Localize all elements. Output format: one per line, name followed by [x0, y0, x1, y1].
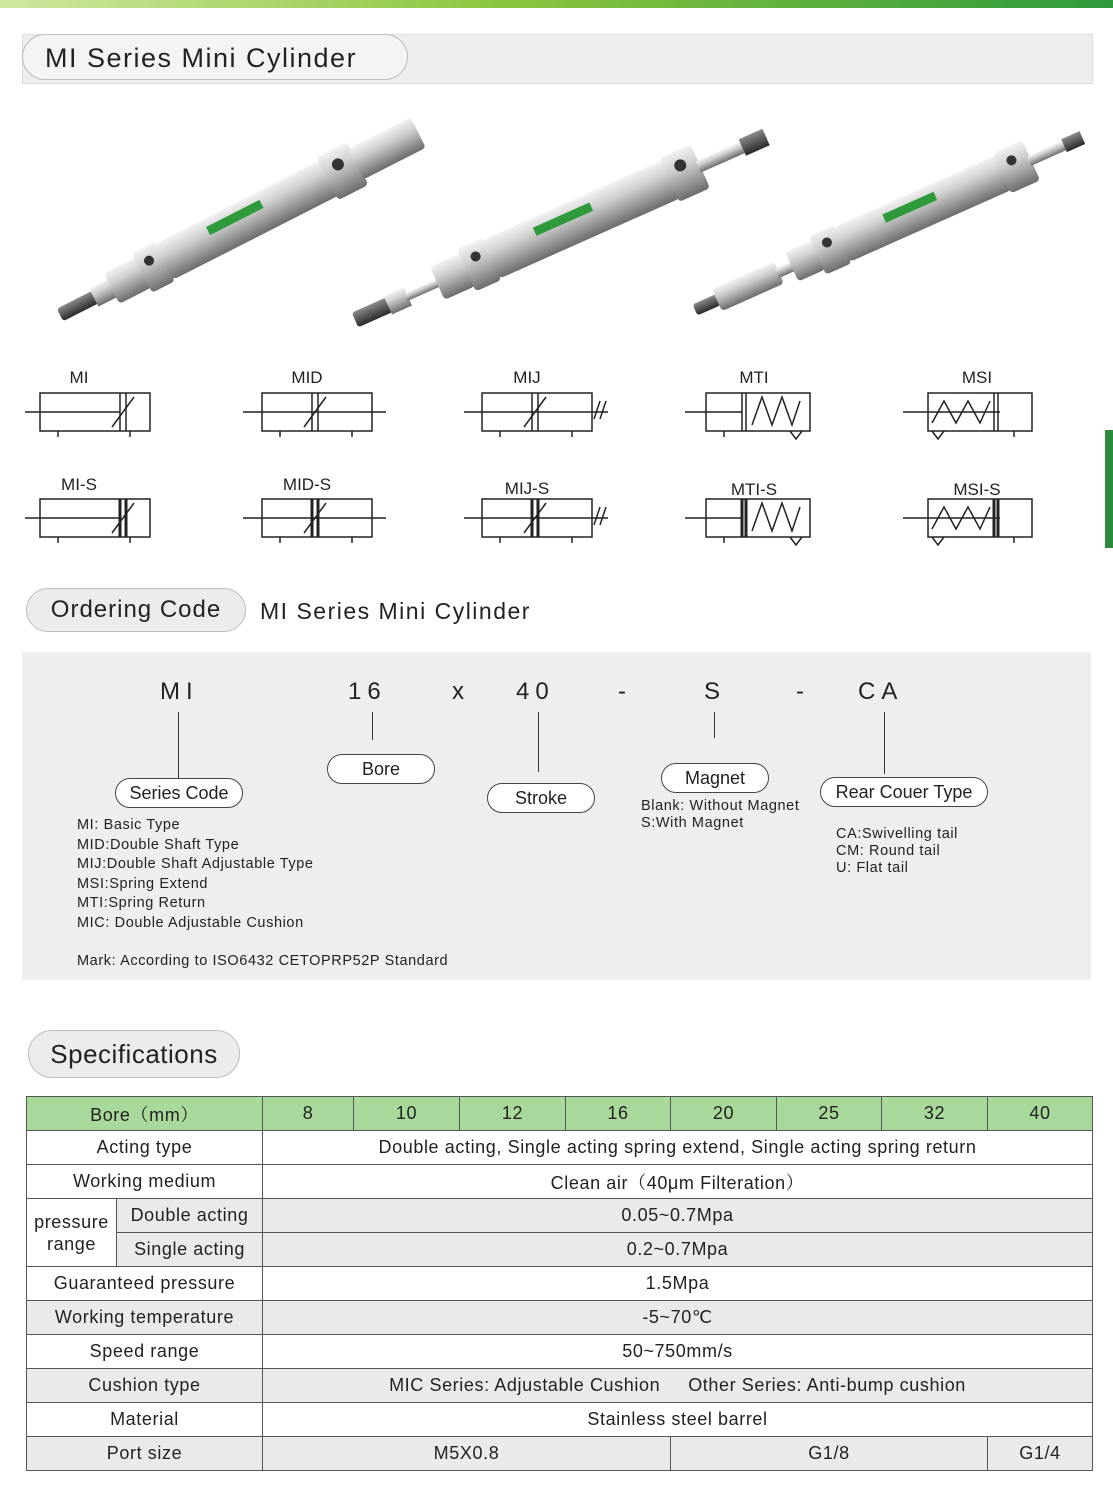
- magnet-item: S:With Magnet: [641, 815, 744, 831]
- row-value: -5~70℃: [263, 1301, 1093, 1335]
- bore-value: 40: [988, 1097, 1093, 1131]
- code-magnet: S: [704, 678, 727, 705]
- symbol-mi-icon: [25, 393, 150, 437]
- symbol-label-mij-s: MIJ-S: [504, 479, 550, 498]
- row-value: 0.2~0.7Mpa: [263, 1233, 1093, 1267]
- series-item: MTI:Spring Return: [77, 895, 206, 911]
- product-photos: [20, 110, 1090, 340]
- symbol-label-msi: MSI: [961, 368, 993, 387]
- series-code-label: Series Code: [115, 778, 243, 808]
- bore-value: 10: [354, 1097, 460, 1131]
- row-label: Cushion type: [27, 1369, 263, 1403]
- connector-magnet: [714, 712, 715, 738]
- symbol-msi-icon: [903, 393, 1032, 439]
- symbol-msi-s-icon: [903, 499, 1032, 545]
- rear-item: CM: Round tail: [836, 843, 941, 859]
- row-label: Port size: [27, 1437, 263, 1471]
- row-value: Double acting, Single acting spring extend, Single acting spring return: [263, 1131, 1093, 1165]
- table-row: [27, 1199, 1093, 1233]
- series-item: MIC: Double Adjustable Cushion: [77, 914, 304, 931]
- bore-value: 20: [671, 1097, 777, 1131]
- symbol-label-mid: MID: [291, 368, 323, 387]
- row-label: Working medium: [27, 1165, 263, 1199]
- symbol-label-mti: MTI: [739, 368, 769, 387]
- table-row: [27, 1369, 1093, 1403]
- ordering-code-heading: Ordering Code: [26, 588, 246, 632]
- series-item: MI: Basic Type: [77, 817, 181, 833]
- code-stroke: 40: [516, 678, 555, 705]
- code-dash-1: -: [618, 678, 632, 705]
- row-label: Acting type: [27, 1131, 263, 1165]
- bore-value: 16: [566, 1097, 671, 1131]
- magnet-list: [641, 798, 799, 832]
- port-size-medium: G1/8: [671, 1437, 988, 1471]
- code-x: x: [452, 678, 470, 705]
- series-item: MID:Double Shaft Type: [77, 836, 240, 853]
- cylinder-symbols: [0, 385, 1090, 555]
- magnet-label: Magnet: [661, 763, 769, 793]
- side-tab-marker: [1105, 430, 1113, 548]
- connector-series: [178, 712, 179, 778]
- symbol-label-msi-s: MSI-S: [953, 480, 1001, 499]
- table-row: [27, 1267, 1093, 1301]
- symbol-mid-icon: [243, 393, 386, 437]
- series-code-list: [77, 816, 314, 933]
- row-label: Double acting: [117, 1199, 263, 1233]
- ordering-code-subtitle: MI Series Mini Cylinder: [260, 598, 531, 624]
- symbol-mid-s-icon: [243, 499, 386, 543]
- top-gradient-bar: [0, 0, 1113, 8]
- connector-stroke: [538, 712, 539, 772]
- symbol-label-mti-s: MTI-S: [730, 480, 778, 499]
- table-row: [27, 1301, 1093, 1335]
- stroke-label: Stroke: [487, 783, 595, 813]
- bore-value: 25: [777, 1097, 882, 1131]
- table-row: [27, 1437, 1093, 1471]
- rear-item: U: Flat tail: [836, 860, 909, 876]
- specifications-table: [26, 1096, 1093, 1471]
- bore-value: 8: [263, 1097, 354, 1131]
- series-item: MIJ:Double Shaft Adjustable Type: [77, 856, 314, 872]
- symbol-label-mi: MI: [69, 368, 89, 387]
- specifications-heading: Specifications: [28, 1030, 240, 1078]
- symbol-mi-s-icon: [25, 499, 150, 543]
- magnet-item: Blank: Without Magnet: [641, 798, 800, 814]
- table-row: [27, 1131, 1093, 1165]
- port-size-large: G1/4: [988, 1437, 1093, 1471]
- rear-cover-type-label: Rear Couer Type: [820, 777, 988, 807]
- standard-mark: Mark: According to ISO6432 CETOPRP52P Standard: [77, 953, 449, 969]
- bore-value: 12: [460, 1097, 566, 1131]
- symbol-label-mij: MIJ: [513, 368, 541, 387]
- symbol-label-mid-s: MID-S: [282, 475, 332, 494]
- page-title: MI Series Mini Cylinder: [22, 34, 408, 80]
- symbol-mti-s-icon: [685, 499, 810, 545]
- bore-header: Bore（mm）: [27, 1097, 263, 1131]
- table-row: [27, 1097, 1093, 1131]
- table-row: [27, 1165, 1093, 1199]
- symbol-label-mi-s: MI-S: [61, 475, 97, 494]
- row-value: 1.5Mpa: [263, 1267, 1093, 1301]
- code-dash-2: -: [796, 678, 810, 705]
- bore-value: 32: [882, 1097, 988, 1131]
- table-row: [27, 1335, 1093, 1369]
- connector-bore: [372, 712, 373, 740]
- table-row: [27, 1233, 1093, 1267]
- symbol-mij-icon: [464, 393, 608, 437]
- pressure-range-label: pressure range: [27, 1199, 117, 1267]
- code-series: MI: [160, 678, 199, 705]
- code-rear: CA: [858, 678, 904, 705]
- row-label: Single acting: [117, 1233, 263, 1267]
- row-label: Material: [27, 1403, 263, 1437]
- symbol-mij-s-icon: [464, 499, 608, 543]
- row-value: 0.05~0.7Mpa: [263, 1199, 1093, 1233]
- bore-label: Bore: [327, 754, 435, 784]
- symbol-mti-icon: [685, 393, 810, 439]
- row-value: Clean air（40μm Filteration）: [263, 1165, 1093, 1199]
- series-item: MSI:Spring Extend: [77, 875, 209, 892]
- cylinder-photo-1: [49, 111, 429, 336]
- row-value: Stainless steel barrel: [263, 1403, 1093, 1437]
- row-label: Speed range: [27, 1335, 263, 1369]
- row-value: 50~750mm/s: [263, 1335, 1093, 1369]
- row-label: Guaranteed pressure: [27, 1267, 263, 1301]
- row-label: Working temperature: [27, 1301, 263, 1335]
- rear-cover-list: [836, 826, 958, 877]
- row-value: MIC Series: Adjustable Cushion Other Series: Anti-bump cushion: [263, 1369, 1093, 1403]
- table-row: [27, 1403, 1093, 1437]
- connector-rear: [884, 712, 885, 774]
- port-size-small: M5X0.8: [263, 1437, 671, 1471]
- code-bore: 16: [348, 678, 387, 705]
- rear-item: CA:Swivelling tail: [836, 826, 959, 842]
